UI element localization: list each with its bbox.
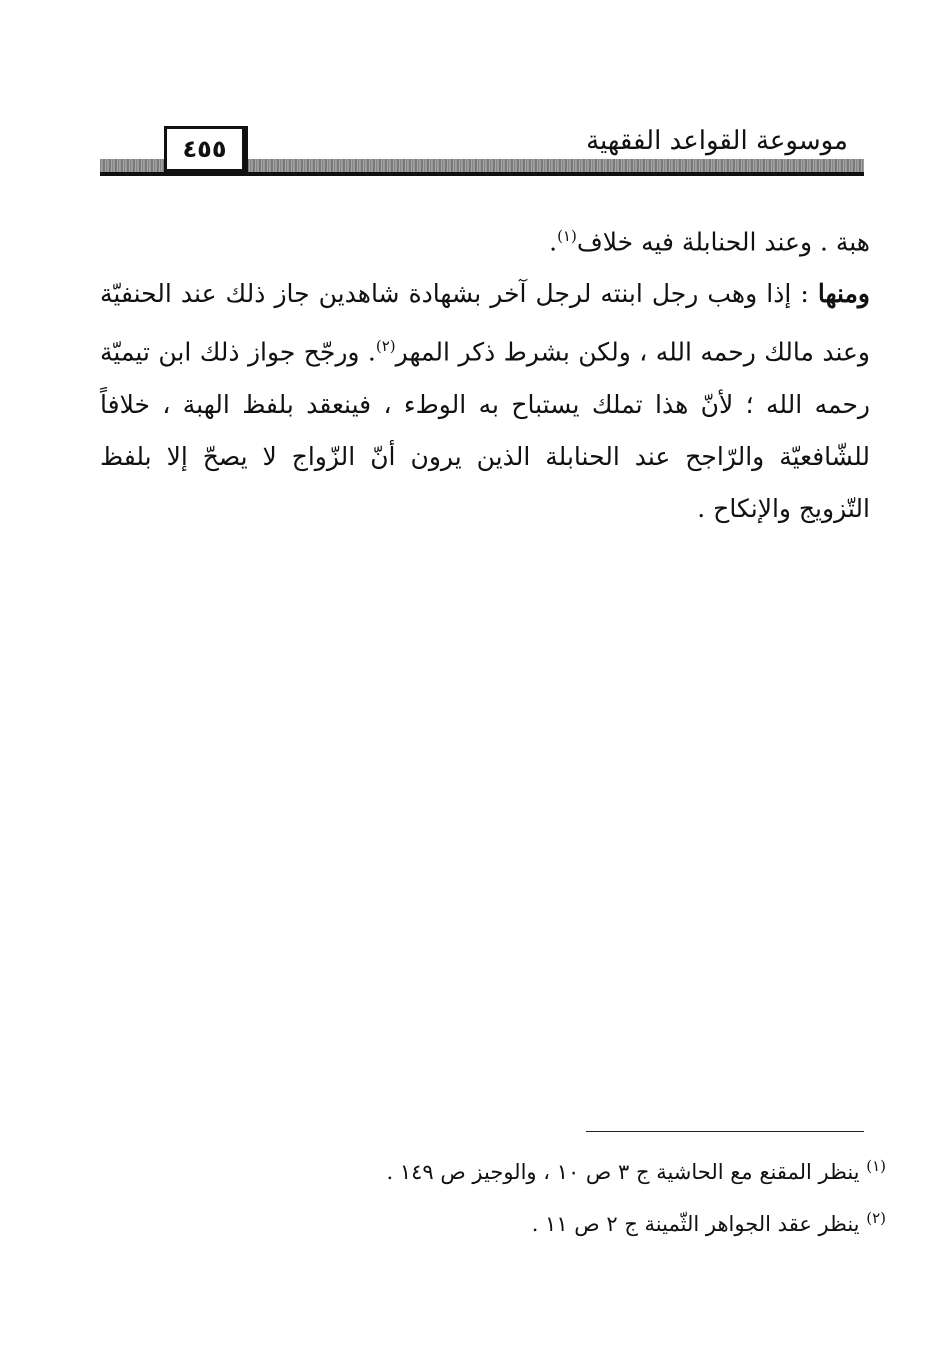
footnote-ref-1: (١) (557, 227, 577, 245)
book-title: موسوعة القواعد الفقهية (586, 126, 848, 156)
paragraph-2: ومنها : إذا وهب رجل ابنته لرجل آخر بشهادة شاهدين جاز ذلك عند الحنفيّة وعند مالك رحمه الله ، ولكن بشرط ذكر المهر$^{(٢)}$. ورجّح جواز ذلك ابن تيميّة رحمه الله ؛ لأنّ هذا تملك يستباح به الوطء ، فينعقد بلفظ الهبة ، خلافاً للشّافعيّة والرّاجح عند الحنابلة الذين يرون أنّ الزّواج لا يصحّ إلا بلفظ التّزويج والإنكاح . (100, 279, 870, 523)
footnotes (86, 1143, 886, 1247)
page-number: ٤٥٥ (164, 126, 248, 174)
footnote-1: $^{(١)}$ ينظر المقنع مع الحاشية ج ٣ ص ١٠ ، والوجيز ص ١٤٩ . (386, 1157, 886, 1184)
main-text (100, 210, 870, 535)
footnote-separator (586, 1131, 864, 1132)
paragraph-1: هبة . وعند الحنابلة فيه خلاف$^{(١)}$. (549, 227, 870, 257)
paragraph-lead-word: ومنها (817, 279, 870, 309)
footnote-ref-2: (٢) (375, 337, 396, 356)
footnote-2: $^{(٢)}$ ينظر عقد الجواهر الثّمينة ج ٢ ص ١١ . (531, 1209, 886, 1236)
